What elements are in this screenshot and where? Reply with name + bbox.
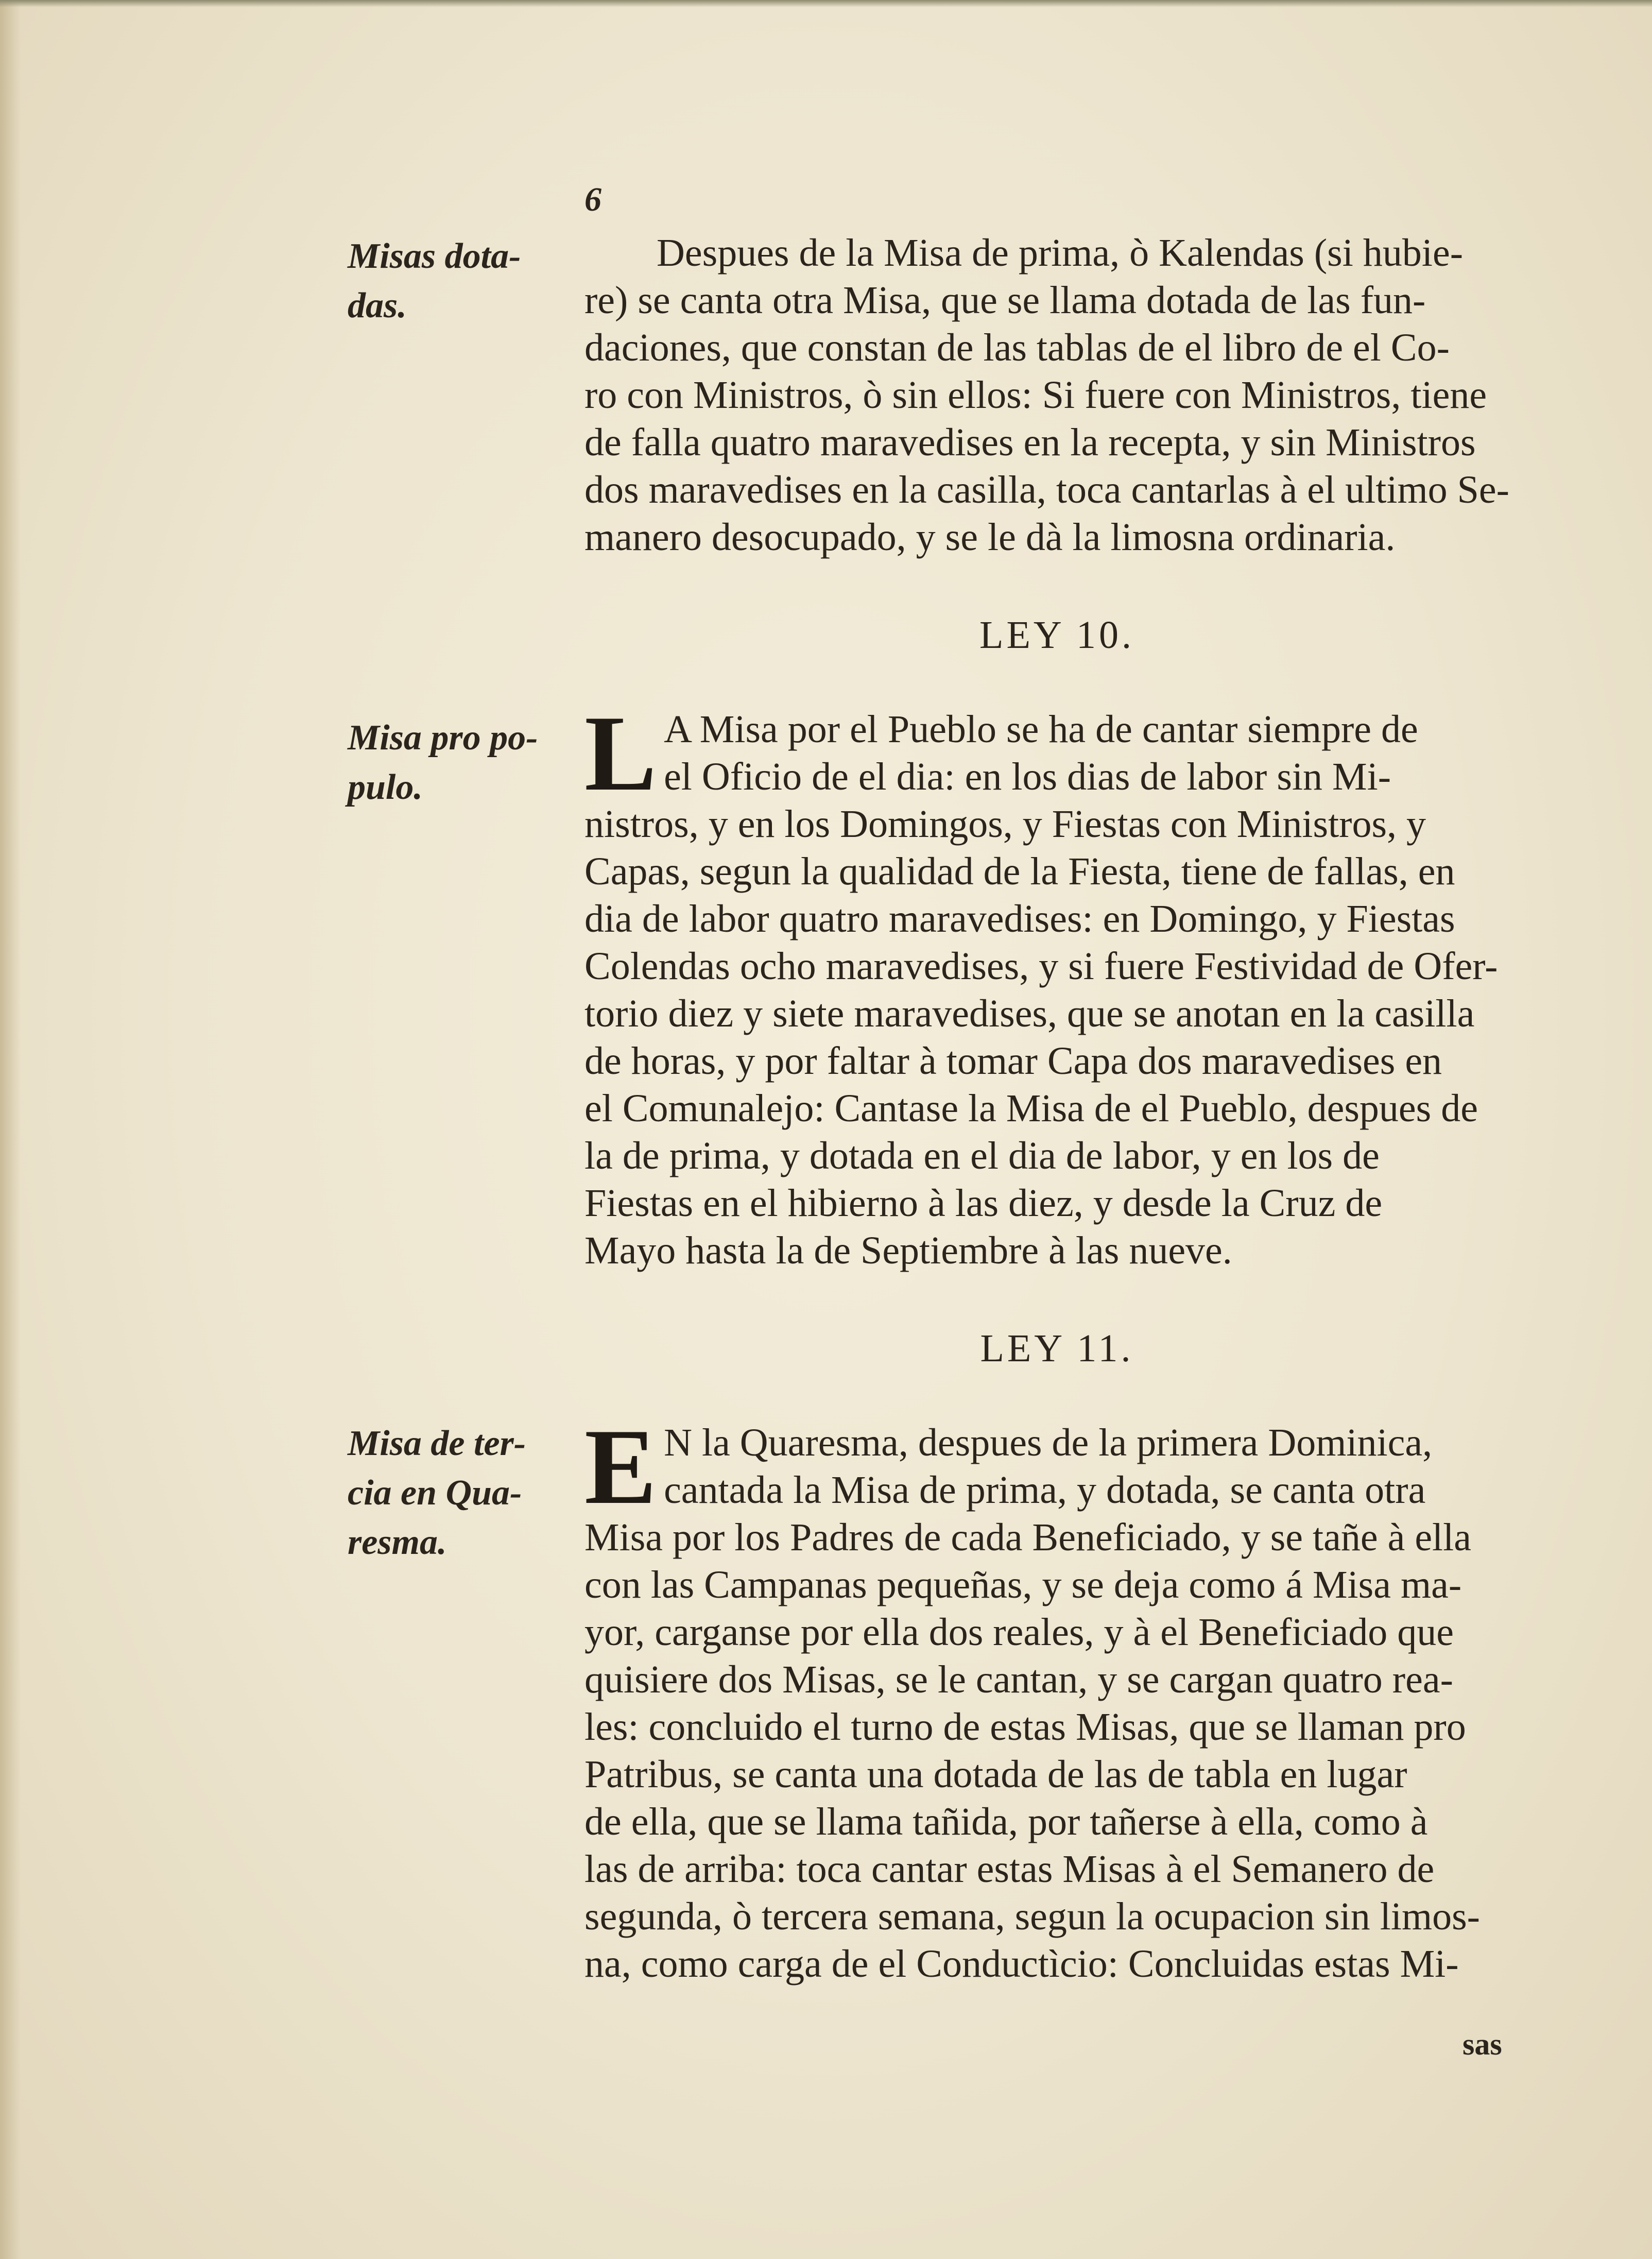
text-line: de ella, que se llama tañida, por tañerse à ella, como à bbox=[584, 1800, 1428, 1843]
margin-note-misa-de-tercia bbox=[348, 1419, 564, 1567]
margin-note-line: Misas dota- bbox=[348, 236, 521, 276]
page-number: 6 bbox=[584, 181, 601, 218]
catchword: sas bbox=[1462, 2027, 1502, 2061]
drop-cap: E bbox=[584, 1407, 657, 1527]
text-line: torio diez y siete maravedises, que se anotan en la casilla bbox=[584, 992, 1475, 1035]
text-line: A Misa por el Pueblo se ha de cantar siempre de bbox=[664, 708, 1418, 751]
text-line: Fiestas en el hibierno à las diez, y desde la Cruz de bbox=[584, 1182, 1383, 1225]
page-edge-shadow bbox=[0, 0, 21, 2259]
text-line: ro con Ministros, ò sin ellos: Si fuere con Ministros, tiene bbox=[584, 373, 1487, 417]
text-line: nistros, y en los Domingos, y Fiestas con Ministros, y bbox=[584, 802, 1426, 846]
text-line: la de prima, y dotada en el dia de labor, y en los de bbox=[584, 1134, 1380, 1177]
text-line: segunda, ò tercera semana, segun la ocupacion sin limos- bbox=[584, 1895, 1480, 1938]
text-line: Despues de la Misa de prima, ò Kalendas (si hubie- bbox=[657, 231, 1464, 275]
text-line: yor, carganse por ella dos reales, y à el Beneficiado que bbox=[584, 1611, 1454, 1654]
text-line: las de arriba: toca cantar estas Misas à el Semanero de bbox=[584, 1847, 1435, 1891]
text-line: el Comunalejo: Cantase la Misa de el Pueblo, despues de bbox=[584, 1087, 1478, 1130]
page-top-edge bbox=[0, 0, 1652, 7]
text-line: na, como carga de el Conductìcio: Concluidas estas Mi- bbox=[584, 1942, 1459, 1986]
margin-note-line: cia en Qua- bbox=[348, 1473, 522, 1513]
drop-cap: L bbox=[584, 694, 657, 813]
margin-note-misa-pro-populo bbox=[348, 713, 564, 812]
text-line: Patribus, se canta una dotada de las de tabla en lugar bbox=[584, 1753, 1407, 1796]
section-heading-ley-10: LEY 10. bbox=[979, 613, 1134, 657]
text-line: dos maravedises en la casilla, toca cantarlas à el ultimo Se- bbox=[584, 468, 1509, 511]
text-line: de horas, y por faltar à tomar Capa dos maravedises en bbox=[584, 1039, 1442, 1083]
text-line: el Oficio de el dia: en los dias de labor sin Mi- bbox=[664, 755, 1391, 798]
text-line: Mayo hasta la de Septiembre à las nueve. bbox=[584, 1229, 1232, 1272]
text-line: quisiere dos Misas, se le cantan, y se cargan quatro rea- bbox=[584, 1658, 1453, 1701]
margin-note-line: das. bbox=[348, 286, 407, 326]
section-heading-ley-11: LEY 11. bbox=[980, 1327, 1134, 1370]
text-line: cantada la Misa de prima, y dotada, se canta otra bbox=[664, 1468, 1426, 1512]
margin-note-line: resma. bbox=[348, 1522, 447, 1562]
margin-note-misas-dotadas bbox=[348, 232, 564, 331]
margin-note-line: Misa de ter- bbox=[348, 1424, 526, 1463]
text-line: Colendas ocho maravedises, y si fuere Festividad de Ofer- bbox=[584, 945, 1498, 988]
text-line: daciones, que constan de las tablas de el libro de el Co- bbox=[584, 326, 1450, 369]
paragraph-misa-pro-populo bbox=[584, 694, 1529, 1274]
margin-note-line: pulo. bbox=[348, 767, 423, 807]
text-line: con las Campanas pequeñas, y se deja como á Misa ma- bbox=[584, 1563, 1462, 1606]
text-line: N la Quaresma, despues de la primera Dominica, bbox=[664, 1421, 1433, 1464]
text-line: de falla quatro maravedises en la recepta, y sin Ministros bbox=[584, 421, 1476, 464]
text-line: les: concluido el turno de estas Misas, que se llaman pro bbox=[584, 1705, 1466, 1749]
paragraph-misa-de-tercia bbox=[584, 1407, 1529, 1988]
text-line: manero desocupado, y se le dà la limosna ordinaria. bbox=[584, 516, 1396, 559]
paragraph-misas-dotadas bbox=[584, 229, 1529, 561]
text-line: Misa por los Padres de cada Beneficiado, y se tañe à ella bbox=[584, 1516, 1472, 1559]
text-line: Capas, segun la qualidad de la Fiesta, tiene de fallas, en bbox=[584, 850, 1455, 893]
margin-note-line: Misa pro po- bbox=[348, 718, 538, 758]
text-line: dia de labor quatro maravedises: en Domingo, y Fiestas bbox=[584, 897, 1455, 940]
text-line: re) se canta otra Misa, que se llama dotada de las fun- bbox=[584, 279, 1426, 322]
